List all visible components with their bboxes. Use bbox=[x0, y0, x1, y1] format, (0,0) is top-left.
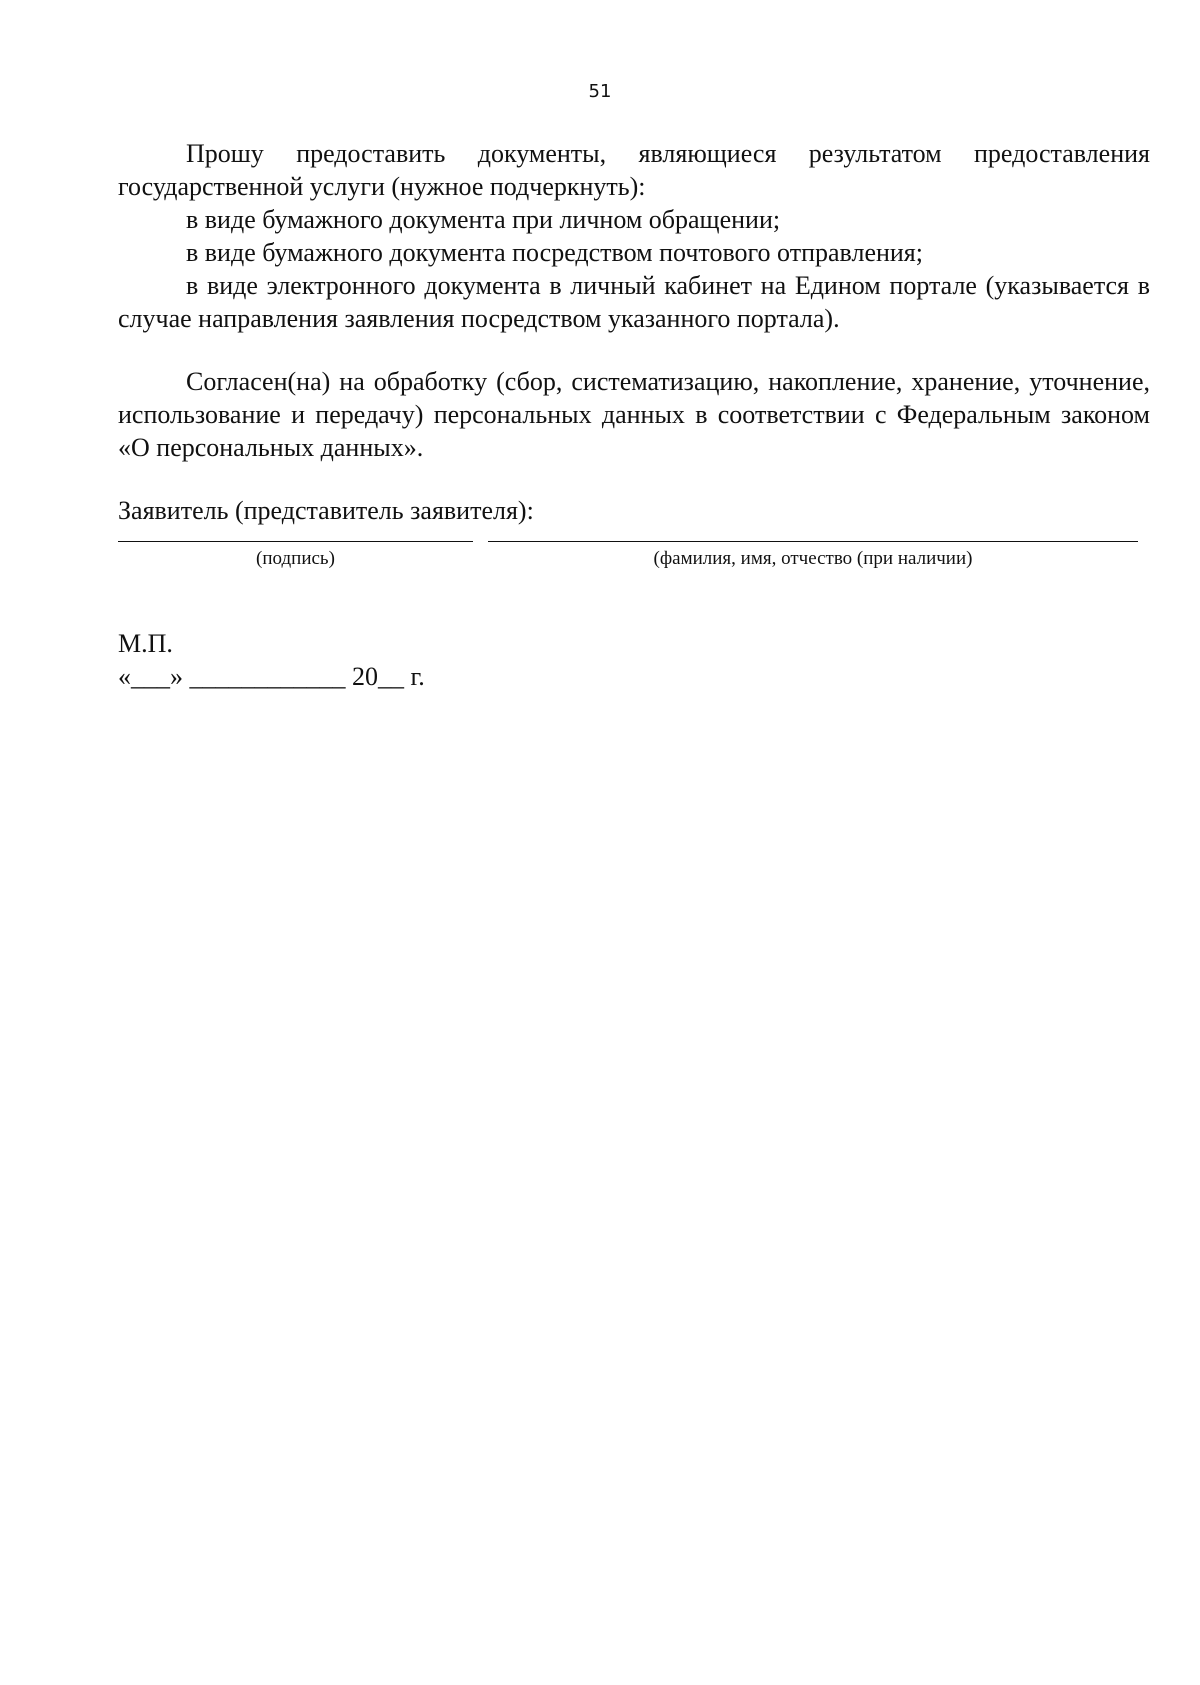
full-name-caption: (фамилия, имя, отчество (при наличии) bbox=[653, 548, 973, 569]
page-number: 51 bbox=[588, 81, 612, 102]
request-option-paper-by-mail: в виде бумажного документа посредством почтового отправления; bbox=[186, 238, 923, 267]
full-name-line bbox=[488, 541, 1138, 542]
date-line: «___» ____________ 20__ г. bbox=[118, 662, 425, 691]
signature-caption: (подпись) bbox=[256, 548, 335, 569]
document-body bbox=[118, 137, 1150, 693]
signature-line bbox=[118, 541, 473, 542]
request-intro: Прошу предоставить документы, являющиеся результатом предоставления государственной услуги (нужное подчеркнуть): bbox=[118, 139, 1150, 201]
consent-paragraph: Согласен(на) на обработку (сбор, систематизацию, накопление, хранение, уточнение, использование и передачу) персональных данных в соответствии с Федеральным законом «О персональных данных». bbox=[118, 367, 1150, 462]
stamp-label: М.П. bbox=[118, 629, 173, 658]
request-option-electronic-portal: в виде электронного документа в личный кабинет на Едином портале (указывается в случае направления заявления посредством указанного портала). bbox=[118, 271, 1150, 333]
signature-block bbox=[118, 541, 1150, 601]
applicant-label: Заявитель (представитель заявителя): bbox=[118, 496, 534, 525]
request-option-paper-in-person: в виде бумажного документа при личном обращении; bbox=[186, 205, 781, 234]
